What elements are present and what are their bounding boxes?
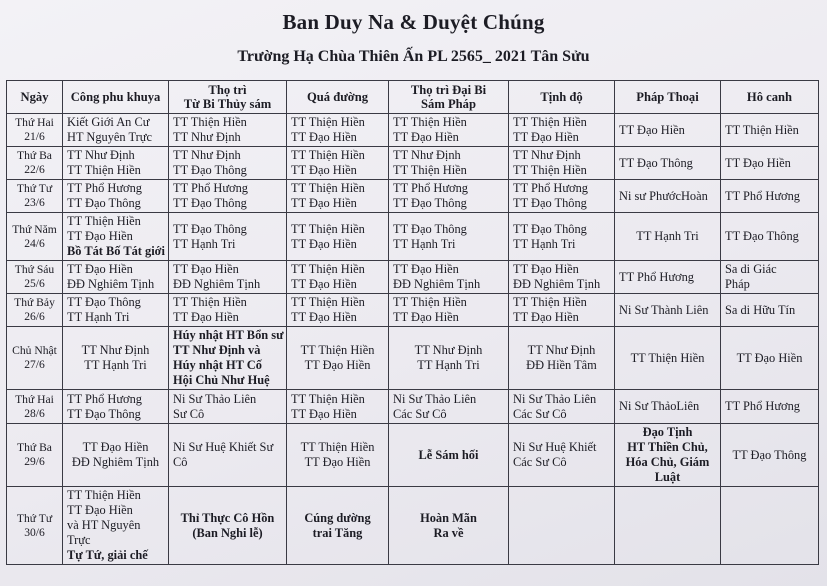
table-row xyxy=(7,147,819,180)
cell-line: TT Như Định và xyxy=(173,343,261,357)
cell-line: TT Đạo Hiền xyxy=(725,155,791,170)
cell-line: TT Đạo Thông xyxy=(173,221,247,236)
dharma-talk-cell xyxy=(615,294,721,327)
cell-line: (Ban Nghi lễ) xyxy=(192,525,263,540)
day-date: 30/6 xyxy=(24,525,45,539)
cell-line: TT Đạo Hiền xyxy=(82,440,149,454)
cell-line: TT Đạo Thông xyxy=(725,229,799,243)
cell-line: TT Phổ Hương xyxy=(725,399,800,413)
cell-line: TT Hạnh Tri xyxy=(173,236,236,251)
night-watch-cell xyxy=(721,424,819,487)
cell-line: ĐĐ Nghiêm Tịnh xyxy=(513,277,601,291)
pure-land-cell xyxy=(509,261,615,294)
day-cell xyxy=(7,424,63,487)
cell-line: TT Đạo Thông xyxy=(67,196,141,210)
cell-line: TT Đạo Hiền xyxy=(291,196,357,210)
cell-line: TT Đạo Thông xyxy=(513,221,587,236)
day-name: Thứ Tư xyxy=(16,511,53,525)
water-repentance-cell xyxy=(169,487,287,565)
cell-line: TT Thiện Hiền xyxy=(173,295,247,309)
table-row xyxy=(7,424,819,487)
cell-line: TT Phổ Hương xyxy=(725,188,800,203)
ceremony-note: Bồ Tát Bố Tát giới xyxy=(67,244,165,258)
pure-land-cell xyxy=(509,390,615,424)
cell-line: Ni Sư Huệ Khiết xyxy=(513,440,597,454)
pure-land-cell xyxy=(509,114,615,147)
great-compassion-repentance-cell xyxy=(389,180,509,213)
cell-line: TT Thiện Hiền xyxy=(291,391,365,406)
day-cell xyxy=(7,114,63,147)
morning-chant-cell xyxy=(63,261,169,294)
cell-line: TT Đạo Hiền xyxy=(291,163,357,177)
cell-line: TT Đạo Hiền xyxy=(304,358,371,372)
cell-line: TT Thiện Hiền xyxy=(291,295,365,309)
meal-hall-cell xyxy=(287,424,389,487)
morning-chant-cell xyxy=(63,424,169,487)
cell-line: TT Đạo Hiền xyxy=(393,130,459,144)
document-subtitle: Trường Hạ Chùa Thiên Ấn PL 2565_ 2021 Tân Sửu xyxy=(237,48,590,65)
cell-line: TT Thiện Hiền xyxy=(725,122,799,137)
cell-line: Ni Sư Huệ Khiết Sư xyxy=(173,440,274,454)
water-repentance-cell xyxy=(169,147,287,180)
cell-line: TT Đạo Thông xyxy=(67,295,141,309)
night-watch-cell xyxy=(721,327,819,390)
cell-line: TT Hạnh Tri xyxy=(84,358,147,372)
cell-line: TT Như Định xyxy=(173,148,241,162)
cell-line: TT Thiện Hiền xyxy=(67,163,141,177)
day-date: 26/6 xyxy=(24,310,45,323)
great-compassion-repentance-cell xyxy=(389,114,509,147)
cell-line: Hóa Chủ, Giám xyxy=(625,455,710,469)
cell-line: Đạo Tịnh xyxy=(642,425,693,439)
night-watch-cell xyxy=(721,114,819,147)
cell-line: TT Thiện Hiền xyxy=(173,115,247,129)
cell-line: TT Như Định xyxy=(513,148,581,162)
cell-line: TT Như Định xyxy=(67,148,135,162)
table-row xyxy=(7,213,819,261)
cell-line: TT Đạo Thông xyxy=(619,155,693,170)
cell-line: Húy nhật HT Bổn sư xyxy=(173,328,284,342)
cell-line: TT Đạo Thông xyxy=(732,447,807,462)
table-row xyxy=(7,487,819,565)
morning-chant-cell xyxy=(63,114,169,147)
cell-line: TT Phổ Hương xyxy=(173,181,248,195)
cell-line: TT Đạo Hiền xyxy=(173,262,239,276)
night-watch-cell xyxy=(721,294,819,327)
cell-line: Các Sư Cô xyxy=(393,406,447,421)
dharma-talk-cell xyxy=(615,180,721,213)
dharma-talk-cell xyxy=(615,213,721,261)
cell-line: TT Hạnh Tri xyxy=(417,358,480,372)
cell-line: ĐĐ Nghiêm Tịnh xyxy=(173,277,261,291)
table-row xyxy=(7,390,819,424)
night-watch-cell xyxy=(721,213,819,261)
cell-line: TT Đạo Hiền xyxy=(736,350,803,365)
great-compassion-repentance-cell xyxy=(389,294,509,327)
day-cell xyxy=(7,213,63,261)
day-name: Thứ Tư xyxy=(16,182,53,195)
cell-line: HT Thiền Chủ, xyxy=(627,440,708,454)
table-row xyxy=(7,114,819,147)
great-compassion-repentance-cell xyxy=(389,390,509,424)
morning-chant-cell xyxy=(63,294,169,327)
cell-line: Cô xyxy=(173,455,188,469)
day-date: 22/6 xyxy=(24,163,45,176)
day-date: 29/6 xyxy=(24,455,45,468)
day-date: 24/6 xyxy=(24,236,45,250)
morning-chant-cell xyxy=(63,180,169,213)
cell-line: Các Sư Cô xyxy=(513,406,567,421)
header-line: Thọ trì xyxy=(208,83,247,97)
cell-line: Kiết Giới An Cư xyxy=(67,115,150,129)
day-date: 25/6 xyxy=(24,277,45,290)
column-header-dharma-talk: Pháp Thoại xyxy=(615,81,721,114)
ceremony-note: Tự Tứ, giải chế xyxy=(67,548,148,562)
header-line: Từ Bi Thủy sám xyxy=(183,97,272,111)
cell-line: Ni Sư Thảo Liên xyxy=(173,391,257,406)
day-name: Thứ Ba xyxy=(17,149,52,162)
day-name: Chủ Nhật xyxy=(12,344,57,357)
pure-land-cell xyxy=(509,424,615,487)
night-watch-cell xyxy=(721,261,819,294)
cell-line: TT Như Định xyxy=(173,130,241,144)
cell-line: TT Hạnh Tri xyxy=(513,236,576,251)
cell-line: TT Hạnh Tri xyxy=(67,310,130,324)
day-name: Thứ Năm xyxy=(12,222,57,236)
dharma-talk-cell xyxy=(615,114,721,147)
cell-line: TT Đạo Hiền xyxy=(67,229,133,243)
cell-line: TT Thiện Hiền xyxy=(513,295,587,309)
cell-line: TT Thiện Hiền xyxy=(393,115,467,129)
day-cell xyxy=(7,487,63,565)
day-cell xyxy=(7,261,63,294)
water-repentance-cell xyxy=(169,114,287,147)
cell-line: TT Thiện Hiền xyxy=(291,262,365,276)
cell-line: TT Đạo Hiền xyxy=(173,310,239,324)
cell-line: Thỉ Thực Cô Hồn xyxy=(180,510,275,525)
cell-line: TT Phổ Hương xyxy=(67,181,142,195)
day-cell xyxy=(7,147,63,180)
cell-line: Trực xyxy=(67,533,91,547)
cell-line: TT Thiện Hiền xyxy=(393,295,467,309)
column-header-day: Ngày xyxy=(7,81,63,114)
cell-line: ĐĐ Nghiêm Tịnh xyxy=(67,277,155,291)
column-header-great-compassion-repentance xyxy=(389,81,509,114)
cell-line: TT Phổ Hương xyxy=(393,181,468,195)
cell-line: TT Thiện Hiền xyxy=(67,214,141,228)
cell-line: TT Như Định xyxy=(393,148,461,162)
day-name: Thứ Bảy xyxy=(14,296,55,309)
cell-line: trai Tăng xyxy=(312,525,363,540)
cell-line: TT Như Định xyxy=(81,343,150,357)
morning-chant-cell xyxy=(63,390,169,424)
day-name: Thứ Sáu xyxy=(14,263,55,276)
dharma-talk-cell xyxy=(615,487,721,565)
meal-hall-cell xyxy=(287,294,389,327)
cell-line: TT Thiện Hiền xyxy=(513,163,587,177)
water-repentance-cell xyxy=(169,327,287,390)
great-compassion-repentance-cell xyxy=(389,147,509,180)
cell-line: Húy nhật HT Cố xyxy=(173,358,262,372)
table-header-row xyxy=(7,81,819,114)
water-repentance-cell xyxy=(169,390,287,424)
cell-line: Ni Sư ThảoLiên xyxy=(619,399,700,413)
pure-land-cell xyxy=(509,180,615,213)
cell-line: TT Thiện Hiền xyxy=(291,181,365,195)
cell-line: TT Đạo Hiền xyxy=(513,310,579,324)
pure-land-cell xyxy=(509,327,615,390)
meal-hall-cell xyxy=(287,114,389,147)
dharma-talk-cell xyxy=(615,147,721,180)
meal-hall-cell xyxy=(287,180,389,213)
meal-hall-cell xyxy=(287,487,389,565)
cell-line: Sa di Giác xyxy=(725,262,777,276)
water-repentance-cell xyxy=(169,261,287,294)
night-watch-cell xyxy=(721,147,819,180)
cell-line: TT Phổ Hương xyxy=(513,181,588,195)
schedule-table xyxy=(6,80,819,565)
cell-line: TT Đạo Hiền xyxy=(513,130,579,144)
cell-line: TT Phổ Hương xyxy=(619,269,694,284)
great-compassion-repentance-cell xyxy=(389,261,509,294)
cell-line: TT Hạnh Tri xyxy=(393,236,456,251)
cell-line: Ni Sư Thảo Liên xyxy=(513,391,597,406)
dharma-talk-cell xyxy=(615,424,721,487)
pure-land-cell xyxy=(509,147,615,180)
day-date: 23/6 xyxy=(24,196,45,209)
dharma-talk-cell xyxy=(615,327,721,390)
header-line: Thọ trì Đại Bi xyxy=(410,83,487,97)
day-cell xyxy=(7,327,63,390)
cell-line: TT Đạo Thông xyxy=(173,196,247,210)
day-date: 21/6 xyxy=(24,130,45,143)
great-compassion-repentance-cell xyxy=(389,487,509,565)
great-compassion-repentance-cell xyxy=(389,213,509,261)
document-title: Ban Duy Na & Duyệt Chúng xyxy=(282,10,545,34)
great-compassion-repentance-cell xyxy=(389,327,509,390)
cell-line: Ni Sư Thảo Liên xyxy=(393,391,477,406)
cell-line: TT Đạo Hiền xyxy=(291,277,357,291)
cell-line: TT Đạo Thông xyxy=(513,196,587,210)
cell-line: Cúng dường xyxy=(304,510,371,525)
cell-line: và HT Nguyên xyxy=(67,518,141,532)
cell-line: TT Đạo Hiền xyxy=(393,262,459,276)
pure-land-cell xyxy=(509,294,615,327)
cell-line: TT Thiện Hiền xyxy=(300,343,375,357)
column-header-meal-hall: Quá đường xyxy=(287,81,389,114)
cell-line: ĐĐ Hiền Tâm xyxy=(526,358,597,372)
table-row xyxy=(7,180,819,213)
great-compassion-repentance-cell xyxy=(389,424,509,487)
day-cell xyxy=(7,180,63,213)
morning-chant-cell xyxy=(63,213,169,261)
cell-line: TT Như Định xyxy=(414,343,483,357)
pure-land-cell xyxy=(509,213,615,261)
day-name: Thứ Hai xyxy=(15,116,54,129)
meal-hall-cell xyxy=(287,147,389,180)
dharma-talk-cell xyxy=(615,261,721,294)
cell-line: ĐĐ Nghiêm Tịnh xyxy=(71,455,160,469)
column-header-morning-chant: Công phu khuya xyxy=(63,81,169,114)
night-watch-cell xyxy=(721,487,819,565)
table-row xyxy=(7,327,819,390)
cell-line: Hội Chủ Như Huệ xyxy=(173,373,270,387)
day-name: Thứ Ba xyxy=(17,441,52,454)
pure-land-cell xyxy=(509,487,615,565)
cell-line: ĐĐ Nghiêm Tịnh xyxy=(393,277,481,291)
cell-line: TT Thiện Hiền xyxy=(291,115,365,129)
cell-line: TT Hạnh Tri xyxy=(636,229,699,243)
night-watch-cell xyxy=(721,180,819,213)
column-header-pure-land: Tịnh độ xyxy=(509,81,615,114)
cell-line: TT Thiện Hiền xyxy=(513,115,587,129)
morning-chant-cell xyxy=(63,487,169,565)
cell-line: TT Đạo Hiền xyxy=(291,130,357,144)
cell-line: TT Đạo Thông xyxy=(173,163,247,177)
column-header-water-repentance xyxy=(169,81,287,114)
header-line: Sám Pháp xyxy=(421,97,476,111)
morning-chant-cell xyxy=(63,327,169,390)
cell-line: TT Thiện Hiền xyxy=(393,163,467,177)
meal-hall-cell xyxy=(287,213,389,261)
day-date: 27/6 xyxy=(24,358,45,371)
column-header-night-watch: Hô canh xyxy=(721,81,819,114)
cell-line: TT Đạo Hiền xyxy=(304,455,371,469)
cell-line: TT Đạo Thông xyxy=(393,221,467,236)
water-repentance-cell xyxy=(169,213,287,261)
cell-line: Lễ Sám hối xyxy=(418,447,479,462)
cell-line: Ni sư PhướcHoàn xyxy=(619,188,708,203)
cell-line: TT Thiện Hiền xyxy=(630,350,705,365)
cell-line: Hoàn Mãn xyxy=(420,510,477,525)
cell-line: TT Thiện Hiền xyxy=(291,148,365,162)
cell-line: TT Thiện Hiền xyxy=(300,440,375,454)
cell-line: TT Đạo Hiền xyxy=(513,262,579,276)
cell-line: TT Đạo Hiền xyxy=(67,262,133,276)
water-repentance-cell xyxy=(169,180,287,213)
cell-line: Sư Cô xyxy=(173,406,205,421)
table-row xyxy=(7,261,819,294)
cell-line: Pháp xyxy=(725,277,750,291)
cell-line: Ra về xyxy=(433,525,464,540)
morning-chant-cell xyxy=(63,147,169,180)
table-row xyxy=(7,294,819,327)
cell-line: TT Thiện Hiền xyxy=(67,488,141,502)
meal-hall-cell xyxy=(287,261,389,294)
meal-hall-cell xyxy=(287,390,389,424)
cell-line: TT Phổ Hương xyxy=(67,391,142,406)
cell-line: TT Đạo Thông xyxy=(393,196,467,210)
cell-line: Ni Sư Thành Liên xyxy=(619,302,709,317)
cell-line: TT Thiện Hiền xyxy=(291,221,365,236)
day-date: 28/6 xyxy=(24,406,45,420)
dharma-talk-cell xyxy=(615,390,721,424)
meal-hall-cell xyxy=(287,327,389,390)
cell-line: TT Đạo Hiền xyxy=(67,503,133,517)
cell-line: TT Đạo Hiền xyxy=(291,310,357,324)
cell-line: TT Đạo Hiền xyxy=(619,122,685,137)
day-cell xyxy=(7,294,63,327)
cell-line: HT Nguyên Trực xyxy=(67,130,152,144)
cell-line: Luật xyxy=(654,470,681,484)
day-cell xyxy=(7,390,63,424)
cell-line: TT Như Định xyxy=(527,343,596,357)
water-repentance-cell xyxy=(169,424,287,487)
cell-line: Sa di Hữu Tín xyxy=(725,302,796,317)
cell-line: Các Sư Cô xyxy=(513,455,567,469)
night-watch-cell xyxy=(721,390,819,424)
cell-line: TT Đạo Hiền xyxy=(393,310,459,324)
cell-line: TT Đạo Hiền xyxy=(291,236,357,251)
water-repentance-cell xyxy=(169,294,287,327)
cell-line: TT Đạo Thông xyxy=(67,406,141,421)
day-name: Thứ Hai xyxy=(15,392,54,406)
cell-line: TT Đạo Hiền xyxy=(291,406,357,421)
